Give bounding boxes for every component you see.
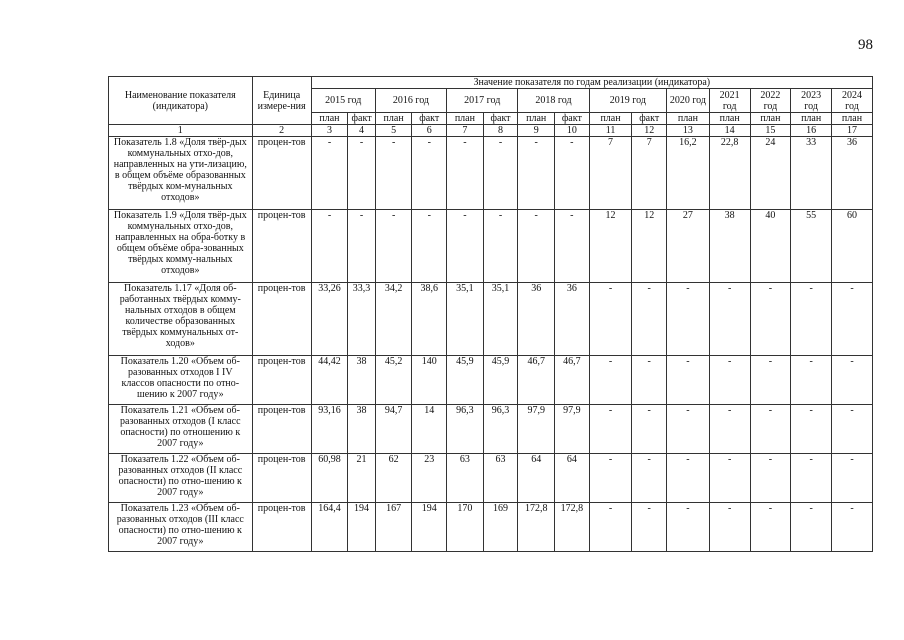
column-number: 1 (109, 125, 253, 137)
indicator-value: - (589, 503, 632, 552)
unit-column-header: Единица измере-ния (252, 77, 311, 125)
indicator-value: - (709, 503, 750, 552)
name-column-header: Наименование показателя (индикатора) (109, 77, 253, 125)
year-header: 2021 год (709, 89, 750, 113)
indicators-table (108, 76, 873, 552)
table-row (109, 210, 873, 283)
indicator-value: - (555, 137, 590, 210)
indicator-value: 64 (555, 454, 590, 503)
indicator-unit: процен-тов (252, 503, 311, 552)
plan-header: план (589, 113, 632, 125)
column-number: 13 (667, 125, 710, 137)
table-row (109, 356, 873, 405)
year-header: 2020 год (667, 89, 710, 113)
year-header: 2022 год (750, 89, 791, 113)
indicator-value: - (632, 283, 667, 356)
column-number: 17 (832, 125, 873, 137)
indicator-value: - (791, 356, 832, 405)
indicator-value: - (483, 137, 518, 210)
indicator-value: 194 (412, 503, 447, 552)
column-number: 7 (447, 125, 484, 137)
indicator-value: 45,9 (483, 356, 518, 405)
indicator-value: 40 (750, 210, 791, 283)
column-number: 15 (750, 125, 791, 137)
plan-header: план (375, 113, 412, 125)
indicator-value: - (632, 405, 667, 454)
indicator-value: 194 (348, 503, 375, 552)
year-header: 2019 год (589, 89, 666, 113)
indicator-value: - (518, 137, 555, 210)
indicator-value: 35,1 (447, 283, 484, 356)
indicator-value: 63 (483, 454, 518, 503)
indicator-value: - (832, 454, 873, 503)
table-row (109, 503, 873, 552)
indicator-value: 140 (412, 356, 447, 405)
indicator-value: 46,7 (555, 356, 590, 405)
column-number: 14 (709, 125, 750, 137)
plan-header: план (518, 113, 555, 125)
column-number: 12 (632, 125, 667, 137)
indicator-value: 97,9 (518, 405, 555, 454)
indicator-value: 169 (483, 503, 518, 552)
indicator-value: 12 (589, 210, 632, 283)
indicator-name: Показатель 1.23 «Объем об-разованных отходов (III класс опасности) по отно-шению к 2007 году» (109, 503, 253, 552)
indicator-value: 94,7 (375, 405, 412, 454)
indicator-value: - (375, 210, 412, 283)
indicator-value: 38 (348, 405, 375, 454)
indicator-value: 36 (555, 283, 590, 356)
indicator-value: - (791, 405, 832, 454)
indicator-unit: процен-тов (252, 210, 311, 283)
indicator-value: 62 (375, 454, 412, 503)
indicator-value: 23 (412, 454, 447, 503)
column-number: 4 (348, 125, 375, 137)
indicator-value: - (348, 137, 375, 210)
table-row (109, 283, 873, 356)
indicator-value: - (709, 454, 750, 503)
column-number: 3 (311, 125, 348, 137)
indicator-value: - (447, 210, 484, 283)
indicator-value: 35,1 (483, 283, 518, 356)
plan-header: план (447, 113, 484, 125)
year-header: 2017 год (447, 89, 518, 113)
indicator-value: - (447, 137, 484, 210)
plan-header: план (667, 113, 710, 125)
indicator-value: - (412, 137, 447, 210)
indicator-value: - (375, 137, 412, 210)
indicator-value: - (832, 405, 873, 454)
column-number: 11 (589, 125, 632, 137)
indicator-value: - (589, 454, 632, 503)
indicator-value: - (791, 283, 832, 356)
indicator-value: 60 (832, 210, 873, 283)
indicator-value: 164,4 (311, 503, 348, 552)
indicator-value: 7 (589, 137, 632, 210)
indicator-name: Показатель 1.21 «Объем об-разованных отходов (I класс опасности) по отношению к 2007 году» (109, 405, 253, 454)
plan-header: план (832, 113, 873, 125)
indicator-value: 12 (632, 210, 667, 283)
indicator-value: 38 (709, 210, 750, 283)
indicator-unit: процен-тов (252, 405, 311, 454)
indicator-value: 36 (518, 283, 555, 356)
column-number: 16 (791, 125, 832, 137)
indicator-value: - (483, 210, 518, 283)
indicator-value: - (709, 356, 750, 405)
indicator-value: 96,3 (447, 405, 484, 454)
indicator-value: 55 (791, 210, 832, 283)
indicator-value: - (589, 356, 632, 405)
indicator-value: 96,3 (483, 405, 518, 454)
indicator-value: 21 (348, 454, 375, 503)
indicator-unit: процен-тов (252, 283, 311, 356)
indicator-value: - (791, 503, 832, 552)
indicator-unit: процен-тов (252, 454, 311, 503)
indicator-name: Показатель 1.17 «Доля об-работанных твёрдых комму-нальных отходов в общем количестве образованных твёрдых коммунальных от-ходов» (109, 283, 253, 356)
indicator-value: - (311, 210, 348, 283)
indicator-unit: процен-тов (252, 137, 311, 210)
indicator-value: - (555, 210, 590, 283)
indicator-value: 27 (667, 210, 710, 283)
indicator-value: - (632, 503, 667, 552)
year-header: 2016 год (375, 89, 446, 113)
year-header: 2024 год (832, 89, 873, 113)
indicator-value: 172,8 (555, 503, 590, 552)
indicator-value: - (750, 356, 791, 405)
page-number: 98 (858, 37, 873, 53)
indicator-value: 22,8 (709, 137, 750, 210)
indicator-value: 16,2 (667, 137, 710, 210)
indicator-unit: процен-тов (252, 356, 311, 405)
indicator-value: - (348, 210, 375, 283)
column-number: 9 (518, 125, 555, 137)
indicator-value: - (589, 283, 632, 356)
indicator-value: - (750, 503, 791, 552)
indicator-value: 46,7 (518, 356, 555, 405)
indicator-value: 38,6 (412, 283, 447, 356)
indicator-value: - (709, 283, 750, 356)
indicator-value: 93,16 (311, 405, 348, 454)
indicator-name: Показатель 1.22 «Объем об-разованных отходов (II класс опасности) по отно-шению к 2007 году» (109, 454, 253, 503)
fact-header: факт (348, 113, 375, 125)
indicator-value: 64 (518, 454, 555, 503)
indicator-name: Показатель 1.9 «Доля твёр-дых коммунальных отхо-дов, направленных на обра-ботку в общем объёме обра-зованных твёрдых комму-нальных отходов» (109, 210, 253, 283)
indicator-value: - (832, 356, 873, 405)
indicator-value: 36 (832, 137, 873, 210)
indicator-value: - (832, 503, 873, 552)
indicator-value: - (750, 405, 791, 454)
indicator-value: 38 (348, 356, 375, 405)
year-header: 2023 год (791, 89, 832, 113)
indicator-value: - (632, 454, 667, 503)
indicator-value: - (667, 405, 710, 454)
indicator-value: 97,9 (555, 405, 590, 454)
indicator-value: 60,98 (311, 454, 348, 503)
year-header: 2018 год (518, 89, 589, 113)
indicator-value: 45,9 (447, 356, 484, 405)
indicator-value: - (750, 283, 791, 356)
indicator-value: 45,2 (375, 356, 412, 405)
indicator-name: Показатель 1.8 «Доля твёр-дых коммунальных отхо-дов, направленных на ути-лизацию, в общем объёме образованных твёрдых ком-мунальных отходов» (109, 137, 253, 210)
plan-header: план (311, 113, 348, 125)
plan-header: план (750, 113, 791, 125)
indicator-value: - (667, 503, 710, 552)
indicator-value: - (412, 210, 447, 283)
indicator-value: 34,2 (375, 283, 412, 356)
indicator-value: 14 (412, 405, 447, 454)
fact-header: факт (412, 113, 447, 125)
indicator-value: - (667, 454, 710, 503)
indicator-value: - (311, 137, 348, 210)
indicator-value: - (750, 454, 791, 503)
column-number: 6 (412, 125, 447, 137)
indicator-value: 172,8 (518, 503, 555, 552)
table-row (109, 137, 873, 210)
indicator-value: - (791, 454, 832, 503)
values-group-header: Значение показателя по годам реализации (индикатора) (311, 77, 872, 89)
indicator-value: 33,3 (348, 283, 375, 356)
column-number: 8 (483, 125, 518, 137)
column-number: 5 (375, 125, 412, 137)
fact-header: факт (483, 113, 518, 125)
column-number: 10 (555, 125, 590, 137)
indicator-value: - (709, 405, 750, 454)
indicator-value: - (832, 283, 873, 356)
indicator-value: - (667, 356, 710, 405)
fact-header: факт (555, 113, 590, 125)
indicator-value: 167 (375, 503, 412, 552)
year-header: 2015 год (311, 89, 375, 113)
column-number: 2 (252, 125, 311, 137)
plan-header: план (709, 113, 750, 125)
indicator-value: 33 (791, 137, 832, 210)
indicator-value: 63 (447, 454, 484, 503)
table-row (109, 454, 873, 503)
indicator-value: - (632, 356, 667, 405)
indicator-value: 33,26 (311, 283, 348, 356)
indicator-name: Показатель 1.20 «Объем об-разованных отходов I IV классов опасности по отно-шению к 2007 году» (109, 356, 253, 405)
indicator-value: 7 (632, 137, 667, 210)
indicator-value: 24 (750, 137, 791, 210)
plan-header: план (791, 113, 832, 125)
fact-header: факт (632, 113, 667, 125)
table-row (109, 405, 873, 454)
indicator-value: 170 (447, 503, 484, 552)
indicator-value: 44,42 (311, 356, 348, 405)
indicator-value: - (589, 405, 632, 454)
indicator-value: - (667, 283, 710, 356)
indicator-value: - (518, 210, 555, 283)
